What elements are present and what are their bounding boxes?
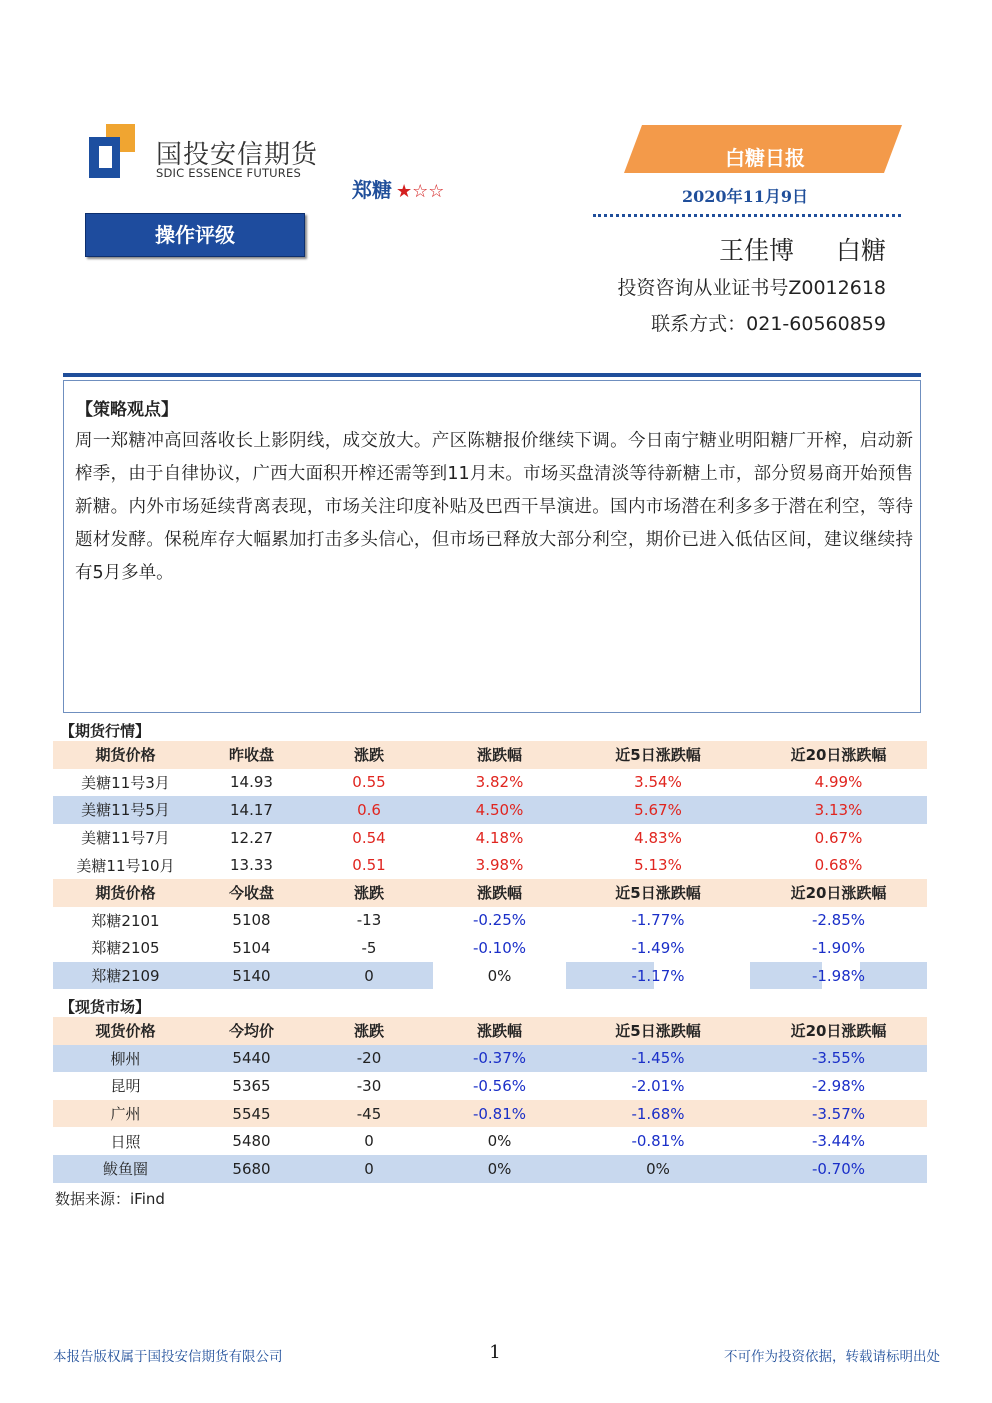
operation-rating-text: 操作评级 [155, 223, 235, 247]
table-cell: 0 [364, 1132, 374, 1151]
table-cell: -0.56% [472, 1076, 527, 1095]
table-row [53, 1100, 927, 1128]
table-cell: 鲅鱼圈 [53, 1155, 198, 1183]
header-cell: 近20日涨跌幅 [750, 741, 927, 769]
table-cell: 5108 [232, 911, 271, 930]
table-cell: 0% [433, 1155, 566, 1183]
table-row [53, 962, 927, 990]
header-cell: 涨跌 [305, 879, 433, 907]
table-cell: -3.44% [811, 1132, 866, 1151]
table-cell: 5365 [232, 1076, 271, 1095]
table-cell: 5480 [232, 1132, 271, 1151]
page-number: 1 [489, 1342, 501, 1363]
data-source: 数据来源：iFind [55, 1190, 165, 1208]
table-cell: -0.10% [472, 938, 527, 957]
table-cell: -0.81% [433, 1100, 566, 1128]
table-cell: -13 [356, 911, 382, 930]
header-cell: 涨跌 [305, 1017, 433, 1045]
table-row [53, 934, 927, 962]
table-cell: -0.37% [433, 1045, 566, 1073]
strategy-text: 周一郑糖冲高回落收长上影阴线，成交放大。产区陈糖报价继续下调。今日南宁糖业明阳糖厂开榨，启动新榨季，由于自律协议，广西大面积开榨还需等到11月末。市场买盘清淡等待新糖上市，部分贸易商开始预售新糖。内外市场延续背离表现，市场关注印度补贴及巴西干旱演进。国内市场潜在利多多于潜在利空，等待题材发酵。保税库存大幅累加打击多头信心，但市场已释放大部分利空，期价已进入低估区间，建议继续持有5月多单。 [75, 431, 913, 583]
header-cell: 昨收盘 [198, 741, 305, 769]
table-row [53, 851, 927, 879]
table-cell: 3.54% [634, 773, 682, 792]
analyst-line [600, 231, 886, 267]
table-cell: 13.33 [230, 856, 273, 875]
table-row [53, 1155, 927, 1183]
report-date: 2020年11月9日 [682, 187, 808, 206]
table-cell: 0.68% [814, 856, 863, 875]
spot-header-row [53, 1017, 927, 1045]
header-cell: 近5日涨跌幅 [566, 879, 750, 907]
table-row [53, 824, 927, 852]
table-row [53, 1072, 927, 1100]
spot-section-title: 【现货市场】 [60, 998, 151, 1016]
table-cell: -1.45% [566, 1045, 750, 1073]
table-cell: 0.6 [305, 796, 433, 824]
table-cell: 0.55 [352, 773, 386, 792]
table-cell: -1.17% [566, 962, 750, 990]
table-cell: 郑糖2109 [53, 962, 198, 990]
analyst-name: 王佳博 [718, 236, 794, 265]
report-title: 白糖日报 [725, 146, 805, 170]
futures-table [53, 741, 927, 989]
table-cell: 4.99% [814, 773, 863, 792]
header-cell: 期货价格 [53, 879, 198, 907]
strategy-heading: 【策略观点】 [76, 400, 178, 420]
dotted-divider [593, 214, 901, 217]
table-cell: 3.13% [750, 796, 927, 824]
table-cell: 广州 [53, 1100, 198, 1128]
table-cell: -1.49% [631, 938, 685, 957]
table-cell: 4.18% [475, 828, 524, 847]
header-cell: 涨跌幅 [433, 741, 566, 769]
table-cell: 5.13% [634, 856, 682, 875]
table-cell: 14.17 [198, 796, 305, 824]
table-cell: 5545 [198, 1100, 305, 1128]
table-cell: 3.82% [475, 773, 524, 792]
table-cell: -30 [356, 1076, 382, 1095]
table-cell: 5.67% [566, 796, 750, 824]
table-cell: -45 [305, 1100, 433, 1128]
table-cell: 0.51 [352, 856, 386, 875]
table-cell: 0% [566, 1155, 750, 1183]
logo-english-name: SDIC ESSENCE FUTURES [156, 166, 301, 180]
us-header-row [53, 741, 927, 769]
table-cell: -1.90% [811, 938, 866, 957]
table-cell: -5 [361, 938, 377, 957]
table-cell: 0.54 [352, 828, 386, 847]
table-cell: 5680 [198, 1155, 305, 1183]
table-cell: 郑糖2101 [91, 911, 160, 930]
table-cell: 4.50% [433, 796, 566, 824]
header-cell: 现货价格 [53, 1017, 198, 1045]
star-rating-icon: ★☆☆ [396, 181, 445, 202]
header-cell: 近5日涨跌幅 [566, 741, 750, 769]
header-cell: 近20日涨跌幅 [750, 1017, 927, 1045]
futures-section-title: 【期货行情】 [60, 722, 151, 740]
header-cell: 期货价格 [53, 741, 198, 769]
table-cell: 昆明 [110, 1077, 141, 1096]
table-cell: 12.27 [230, 828, 273, 847]
table-row [53, 1045, 927, 1073]
table-cell: -1.68% [566, 1100, 750, 1128]
table-cell: 5140 [198, 962, 305, 990]
operation-rating-label [85, 213, 305, 257]
header-cell: 涨跌幅 [433, 879, 566, 907]
footer-copyright: 本报告版权属于国投安信期货有限公司 [53, 1349, 283, 1365]
product-rating [352, 174, 444, 203]
table-cell: -20 [305, 1045, 433, 1073]
table-cell: 5104 [232, 938, 271, 957]
table-row [53, 769, 927, 797]
product-name: 郑糖 [352, 178, 392, 202]
table-cell: -0.81% [631, 1132, 685, 1151]
section-top-bar [63, 373, 921, 377]
header-cell: 涨跌幅 [433, 1017, 566, 1045]
table-cell: 0.67% [814, 828, 863, 847]
table-cell: 美糖11号5月 [53, 796, 198, 824]
certificate-number: 投资咨询从业证书号Z0012618 [617, 277, 886, 299]
header-cell: 今均价 [198, 1017, 305, 1045]
logo-chinese-name: 国投安信期货 [156, 140, 319, 170]
header-cell: 近5日涨跌幅 [566, 1017, 750, 1045]
table-cell: 5440 [198, 1045, 305, 1073]
zz-header-row [53, 879, 927, 907]
header-cell: 涨跌 [305, 741, 433, 769]
table-cell: -1.98% [750, 962, 927, 990]
header-cell: 近20日涨跌幅 [750, 879, 927, 907]
table-row [53, 907, 927, 935]
table-cell: 4.83% [634, 828, 682, 847]
table-cell: -0.25% [472, 911, 527, 930]
table-row [53, 1127, 927, 1155]
table-cell: 0 [305, 1155, 433, 1183]
table-cell: 3.98% [475, 856, 524, 875]
table-cell: 0% [487, 966, 512, 985]
table-cell: 14.93 [230, 773, 273, 792]
table-cell: -3.55% [750, 1045, 927, 1073]
contact-info: 联系方式：021-60560859 [651, 313, 886, 335]
table-cell: 美糖11号3月 [81, 773, 170, 792]
table-cell: 0% [487, 1132, 512, 1151]
table-cell: -2.85% [811, 911, 866, 930]
table-cell: -0.70% [750, 1155, 927, 1183]
table-row [53, 796, 927, 824]
analyst-field: 白糖 [835, 236, 886, 265]
table-cell: -3.57% [750, 1100, 927, 1128]
table-cell: 0 [305, 962, 433, 990]
table-cell: -2.01% [631, 1076, 685, 1095]
company-logo-icon [89, 124, 135, 178]
header-cell: 今收盘 [198, 879, 305, 907]
table-cell: -1.77% [631, 911, 685, 930]
table-cell: 柳州 [53, 1045, 198, 1073]
table-cell: 美糖11号10月 [76, 856, 175, 875]
table-cell: -2.98% [811, 1076, 866, 1095]
footer-disclaimer: 不可作为投资依据，转载请标明出处 [724, 1349, 940, 1365]
table-cell: 美糖11号7月 [81, 829, 170, 848]
table-cell: 郑糖2105 [91, 939, 160, 958]
spot-table [53, 1017, 927, 1183]
table-cell: 日照 [110, 1132, 141, 1151]
